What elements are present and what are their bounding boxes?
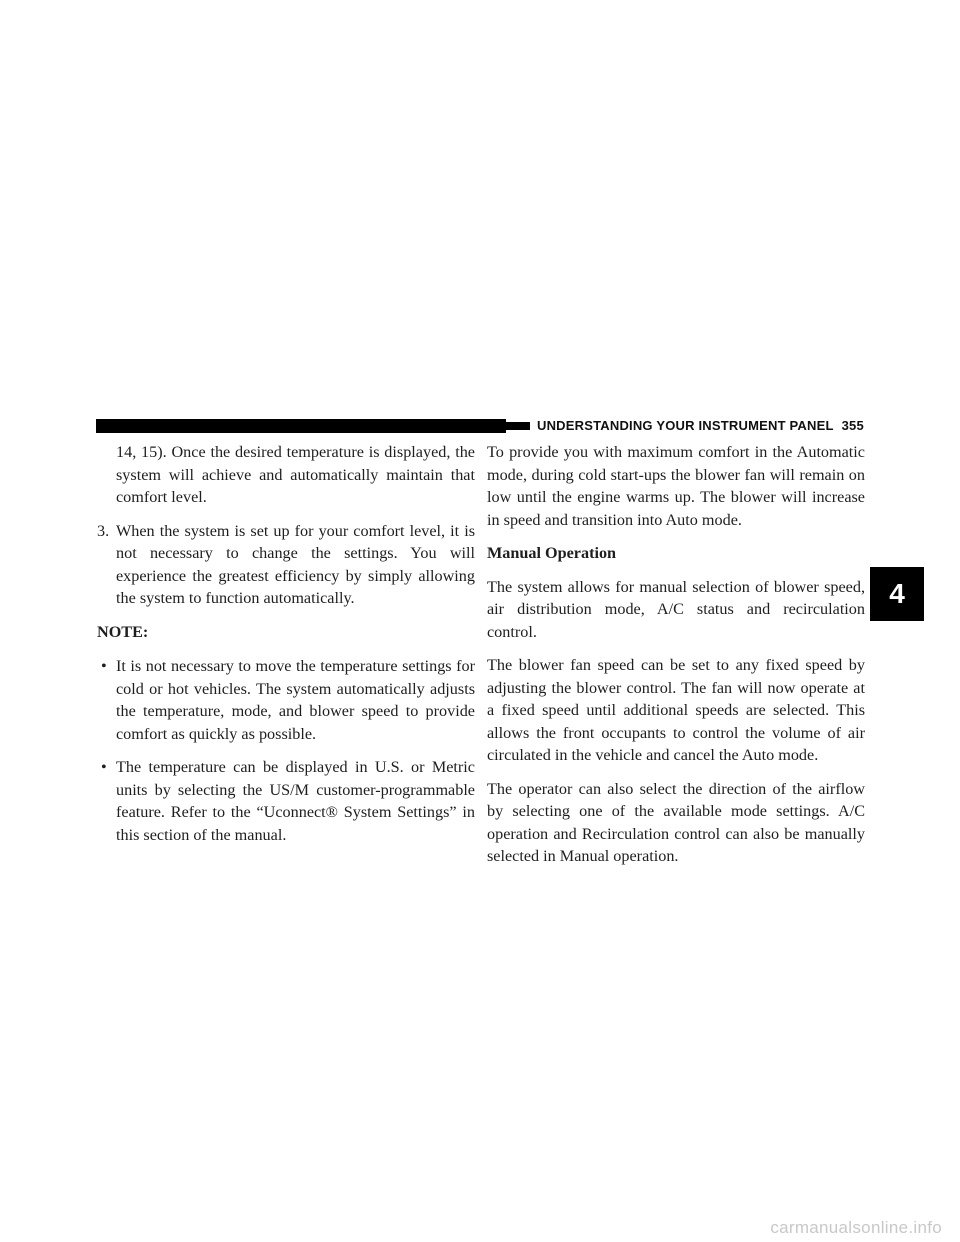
auto-mode-paragraph: To provide you with maximum comfort in the Automatic mode, during cold start-ups the blower fan will remain on low until the engine warms up. The blower will increase in speed and transition into Auto mode. — [487, 443, 865, 529]
page-number: 355 — [841, 418, 864, 433]
header-rule-end — [506, 422, 530, 430]
manual-paragraph-2: The blower fan speed can be set to any fixed speed by adjusting the blower control. The fan will now operate at a fixed speed until additional speeds are selected. This allows the front occupants to control the volume of air circulated in the vehicle and cancel the Auto mode. — [487, 656, 865, 764]
bullet-text: It is not necessary to move the temperature settings for cold or hot vehicles. The system automatically adjusts the temperature, mode, and blower speed to provide comfort as quickly as possible. — [116, 657, 475, 743]
manual-paragraph-1: The system allows for manual selection of blower speed, air distribution mode, A/C status and recirculation control. — [487, 577, 865, 641]
continued-paragraph: 14, 15). Once the desired temperature is displayed, the system will achieve and automatically maintain that comfort level. — [116, 443, 475, 506]
section-heading: Manual Operation — [487, 544, 617, 562]
chapter-tab: 4 — [870, 567, 924, 621]
bullet-text: The temperature can be displayed in U.S. or Metric units by selecting the US/M customer-programmable feature. Refer to the “Uconnect® System Settings” in this section of the manual. — [116, 758, 475, 844]
section-title: UNDERSTANDING YOUR INSTRUMENT PANEL — [537, 418, 834, 433]
note-bullet — [97, 655, 475, 745]
running-header — [537, 418, 864, 433]
note-bullet — [97, 756, 475, 846]
note-label: NOTE: — [97, 622, 149, 641]
right-column — [487, 441, 865, 879]
watermark: carmanualsonline.info — [770, 1218, 942, 1237]
manual-paragraph-3: The operator can also select the direction of the airflow by selecting one of the available mode settings. A/C operation and Recirculation control can also be manually selected in Manual operation. — [487, 779, 865, 865]
bullet-icon: • — [101, 758, 107, 776]
left-column — [97, 441, 475, 857]
bullet-icon: • — [101, 657, 107, 675]
step-text: When the system is set up for your comfort level, it is not necessary to change the settings. You will experience the greatest efficiency by simply allowing the system to function automatically. — [116, 521, 475, 607]
step-3 — [97, 520, 475, 610]
step-number: 3. — [97, 521, 110, 540]
header-rule — [96, 419, 506, 433]
